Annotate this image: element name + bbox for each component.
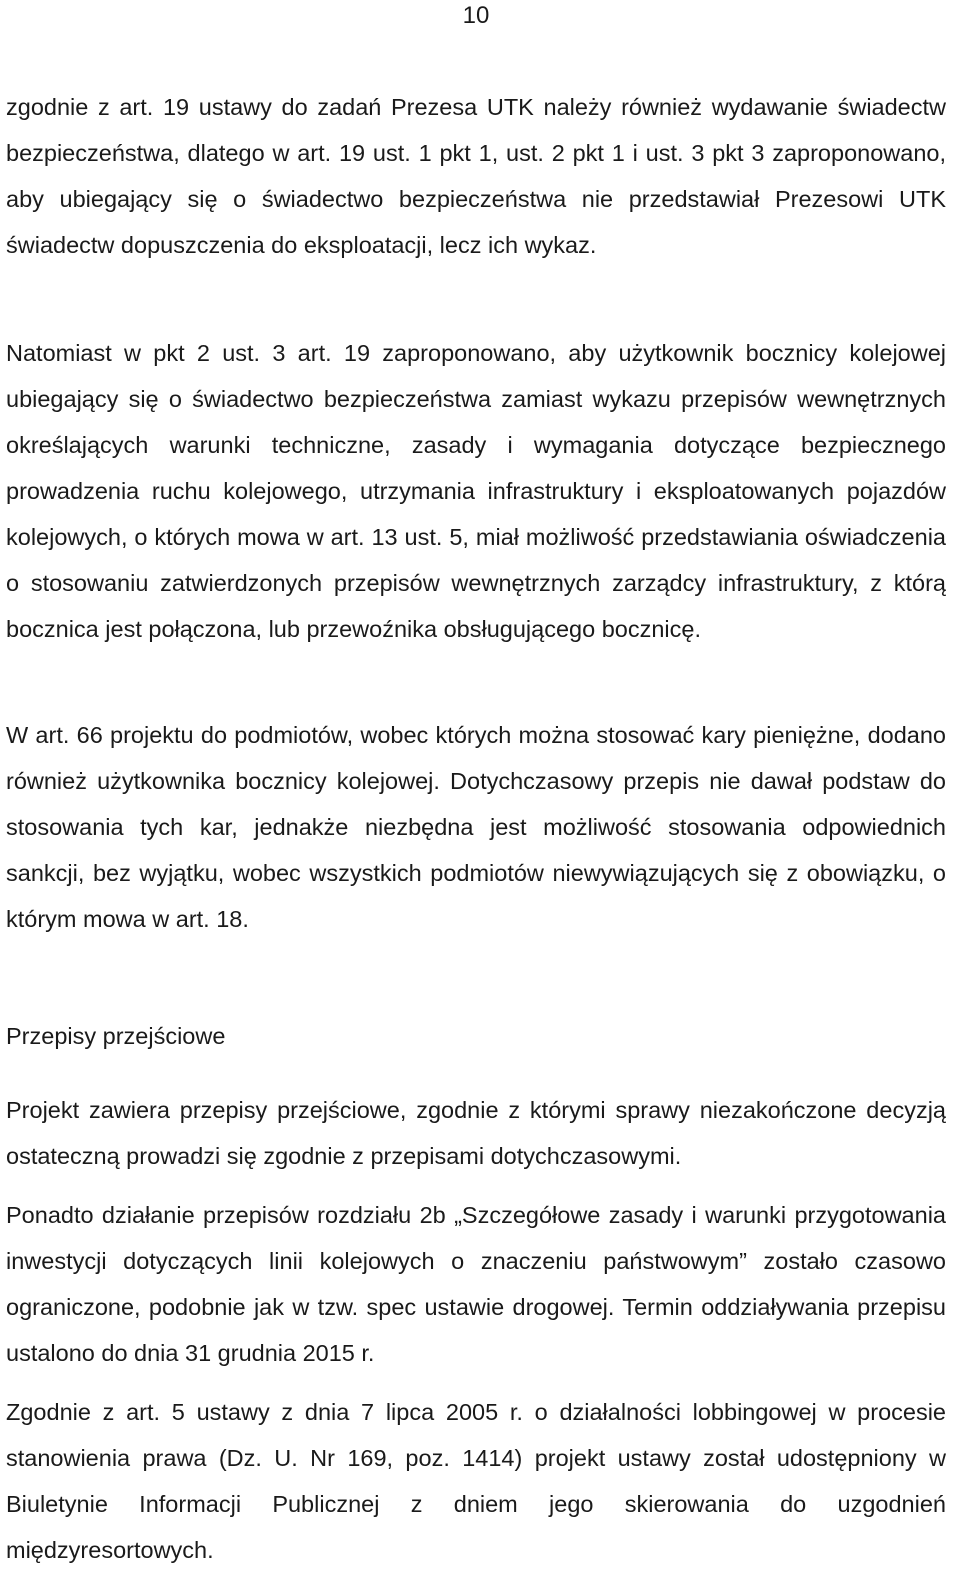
paragraph-safety-certificates: zgodnie z art. 19 ustawy do zadań Prezesa UTK należy również wydawanie świadectw bezpieczeństwa, dlatego w art. 19 ust. 1 pkt 1, ust. 2 pkt 1 i ust. 3 pkt 3 zaproponowano, aby ubiegający się o świadectwo bezpieczeństwa nie przedstawiał Prezesowi UTK świadectw dopuszczenia do eksploatacji, lecz ich wykaz. [6,94,946,258]
document-page [6,0,946,1584]
paragraph-siding-user: Natomiast w pkt 2 ust. 3 art. 19 zaproponowano, aby użytkownik bocznicy kolejowej ubiegający się o świadectwo bezpieczeństwa zamiast wykazu przepisów wewnętrznych określających warunki techniczne, zasady i wymagania dotyczące bezpiecznego prowadzenia ruchu kolejowego, utrzymania infrastruktury i eksploatowanych pojazdów kolejowych, o których mowa w art. 13 ust. 5, miał możliwość przedstawiania oświadczenia o stosowaniu zatwierdzonych przepisów wewnętrznych zarządcy infrastruktury, z którą bocznica jest połączona, lub przewoźnika obsługującego bocznicę. [6,340,946,642]
paragraph-lobbying-act: Zgodnie z art. 5 ustawy z dnia 7 lipca 2005 r. o działalności lobbingowej w procesie stanowienia prawa (Dz. U. Nr 169, poz. 1414) projekt ustawy został udostępniony w Biuletynie Informacji Publicznej z dniem jego skierowania do uzgodnień międzyresortowych. [6,1399,946,1563]
paragraph-penalties: W art. 66 projektu do podmiotów, wobec których można stosować kary pieniężne, dodano również użytkownika bocznicy kolejowej. Dotychczasowy przepis nie dawał podstaw do stosowania tych kar, jednakże niezbędna jest możliwość stosowania odpowiednich sankcji, bez wyjątku, wobec wszystkich podmiotów niewywiązujących się z obowiązku, o którym mowa w art. 18. [6,722,946,932]
section-heading-transitional-provisions: Przepisy przejściowe [6,1023,226,1049]
paragraph-chapter-2b: Ponadto działanie przepisów rozdziału 2b „Szczegółowe zasady i warunki przygotowania inwestycji dotyczących linii kolejowych o znaczeniu państwowym” zostało czasowo ograniczone, podobnie jak w tzw. spec ustawie drogowej. Termin oddziaływania przepisu ustalono do dnia 31 grudnia 2015 r. [6,1202,946,1366]
paragraph-transitional: Projekt zawiera przepisy przejściowe, zgodnie z którymi sprawy niezakończone decyzją ostateczną prowadzi się zgodnie z przepisami dotychczasowymi. [6,1097,946,1169]
page-number: 10 [462,2,490,29]
